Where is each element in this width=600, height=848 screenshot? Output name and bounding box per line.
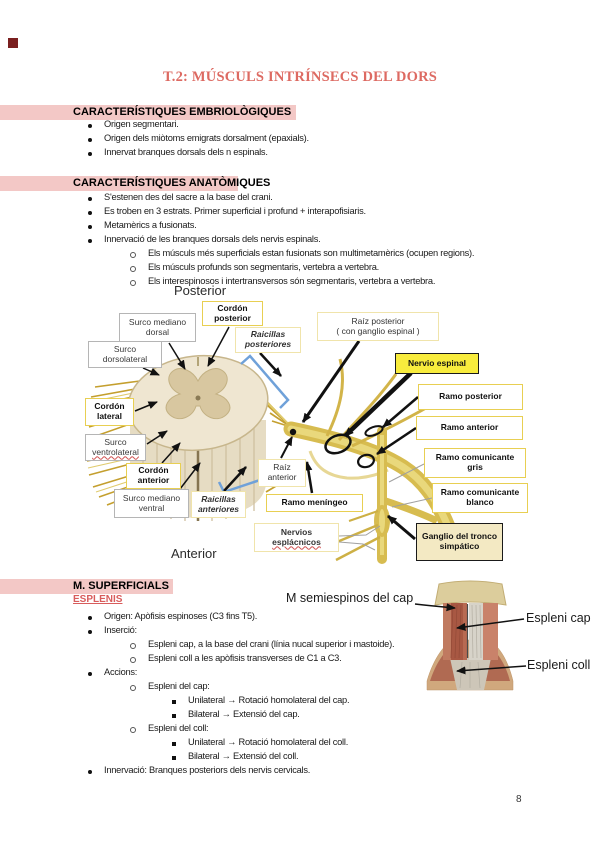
list-item-text: Unilateral → Rotació homolateral del coll. <box>188 737 349 747</box>
spinal-nerve-diagram <box>85 285 535 575</box>
list-item-text: Unilateral → Rotació homolateral del cap. <box>188 695 350 705</box>
list-embriologiques <box>0 119 600 161</box>
list-item <box>0 765 600 779</box>
diagram-orientation-anterior: Anterior <box>171 546 217 561</box>
list-item-text: Els músculs profunds son segmentaris, vertebra a vertebra. <box>148 262 379 272</box>
list-item <box>0 248 600 262</box>
circle-bullet-icon <box>130 252 136 258</box>
diagram-orientation-posterior: Posterior <box>174 283 227 298</box>
shoulders <box>427 640 513 690</box>
circle-bullet-icon <box>130 685 136 691</box>
bullet-icon <box>88 239 92 243</box>
bullet-icon <box>88 225 92 229</box>
bullet-icon <box>88 152 92 156</box>
diagram-label-raiz-posterior: Raíz posterior ( con ganglio espinal ) <box>317 312 439 341</box>
circle-bullet-icon <box>130 727 136 733</box>
diagram-label-surco-mediano-dorsal: Surco mediano dorsal <box>119 313 196 342</box>
section-header-superficials <box>0 579 173 594</box>
list-item <box>0 234 600 248</box>
list-item-text: Espleni del cap: <box>148 681 210 691</box>
diagram-label-raicillas-posteriores: Raicillas posteriores <box>235 327 301 353</box>
bullet-icon <box>88 211 92 215</box>
bullet-icon <box>88 672 92 676</box>
circle-bullet-icon <box>130 266 136 272</box>
section-header-label: CARACTERÍSTIQUES ANATÒMIQUES <box>73 177 271 189</box>
diagram-label-surco-ventrolateral: Surco ventrolateral <box>85 434 146 461</box>
bullet-icon <box>88 124 92 128</box>
subheading-esplenis: ESPLENIS <box>73 594 123 605</box>
diagram-label-raicillas-anteriores: Raicillas anteriores <box>191 491 246 518</box>
page-number: 8 <box>516 794 522 805</box>
diagram-label-ramo-meningeo: Ramo meníngeo <box>266 494 363 512</box>
bullet-icon <box>88 197 92 201</box>
list-item <box>0 723 600 737</box>
diagram-label-ramo-anterior: Ramo anterior <box>416 416 523 440</box>
diagram-label-raiz-anterior: Raíz anterior <box>258 459 306 487</box>
square-bullet-icon <box>172 742 176 746</box>
corner-marker <box>8 38 18 48</box>
diagram-label-ramo-comunicante-gris: Ramo comunicante gris <box>424 448 526 478</box>
bullet-icon <box>88 770 92 774</box>
list-item-text: Els músculs més superficials estan fusionats son multimetamèrics (ocupen regions). <box>148 248 475 258</box>
page-title: T.2: MÚSCULS INTRÍNSECS DEL DORS <box>162 69 438 85</box>
diagram-label-surco-mediano-ventral: Surco mediano ventral <box>114 489 189 518</box>
list-item <box>0 133 600 147</box>
section-header-label: CARACTERÍSTIQUES EMBRIOLÒGIQUES <box>73 106 292 118</box>
list-item-text: S'estenen des del sacre a la base del crani. <box>104 192 273 202</box>
diagram-label-ganglio-tronco-simpatico: Ganglio del tronco simpático <box>416 523 503 561</box>
list-item-text: Origen: Apòfisis espinoses (C3 fins T5). <box>104 611 258 621</box>
list-item-text: Espleni coll a les apòfisis transverses de C1 a C3. <box>148 653 342 663</box>
diagram-label-ramo-posterior: Ramo posterior <box>418 384 523 410</box>
list-item <box>0 119 600 133</box>
section-header-label: M. SUPERFICIALS <box>73 580 169 592</box>
section-header-anatomiques <box>0 176 271 191</box>
occiput <box>435 581 506 605</box>
list-item <box>0 192 600 206</box>
circle-bullet-icon <box>130 657 136 663</box>
list-item-text: Es troben en 3 estrats. Primer superficial i profund + interapofisiaris. <box>104 206 366 216</box>
list-item-text: Innervació: Branques posteriors dels nervis cervicals. <box>104 765 311 775</box>
list-item-text: Inserció: <box>104 625 137 635</box>
neck-muscle-figure <box>280 578 600 723</box>
square-bullet-icon <box>172 756 176 760</box>
diagram-label-nervios-esplacnicos: Nervios esplácnicos <box>254 523 339 552</box>
list-item-text: Espleni del coll: <box>148 723 209 733</box>
figure-label-espleni-coll: Espleni coll <box>527 658 591 672</box>
list-item <box>0 147 600 161</box>
list-item-text: Innervat branques dorsals dels n espinals. <box>104 147 268 157</box>
figure-label-espleni-cap: Espleni cap <box>526 611 591 625</box>
list-item-text: Bilateral → Extensió del coll. <box>188 751 299 761</box>
list-item <box>0 737 600 751</box>
list-anatomiques <box>0 192 600 290</box>
diagram-label-cordon-lateral: Cordón lateral <box>85 398 134 426</box>
figure-label-semiespinos: M semiespinos del cap <box>286 591 414 605</box>
diagram-label-nervio-espinal: Nervio espinal <box>395 353 479 374</box>
circle-bullet-icon <box>130 643 136 649</box>
list-item-text: Els interespinosos i intertransversos són segmentaris, vertebra a vertebra. <box>148 276 436 286</box>
list-item-text: Innervació de les branques dorsals dels nervis espinals. <box>104 234 321 244</box>
list-item <box>0 206 600 220</box>
list-item-text: Metamèrics a fusionats. <box>104 220 197 230</box>
diagram-label-cordon-posterior: Cordón posterior <box>202 301 263 326</box>
diagram-label-surco-dorsolateral: Surco dorsolateral <box>88 341 162 368</box>
diagram-label-cordon-anterior: Cordón anterior <box>126 463 181 489</box>
list-item-text: Accions: <box>104 667 138 677</box>
list-item <box>0 751 600 765</box>
square-bullet-icon <box>172 700 176 704</box>
list-item <box>0 220 600 234</box>
list-item-text: Origen segmentari. <box>104 119 179 129</box>
list-item <box>0 262 600 276</box>
list-item-text: Bilateral → Extensió del cap. <box>188 709 300 719</box>
list-item-text: Origen dels miòtoms emigrats dorsalment (epaxials). <box>104 133 309 143</box>
bullet-icon <box>88 138 92 142</box>
bullet-icon <box>88 630 92 634</box>
section-header-embriologiques <box>0 105 296 120</box>
list-item-text: Espleni cap, a la base del crani (línia nucal superior i mastoide). <box>148 639 395 649</box>
semispinalis-muscle <box>451 603 463 660</box>
square-bullet-icon <box>172 714 176 718</box>
diagram-label-ramo-comunicante-blanco: Ramo comunicante blanco <box>432 483 528 513</box>
bullet-icon <box>88 616 92 620</box>
